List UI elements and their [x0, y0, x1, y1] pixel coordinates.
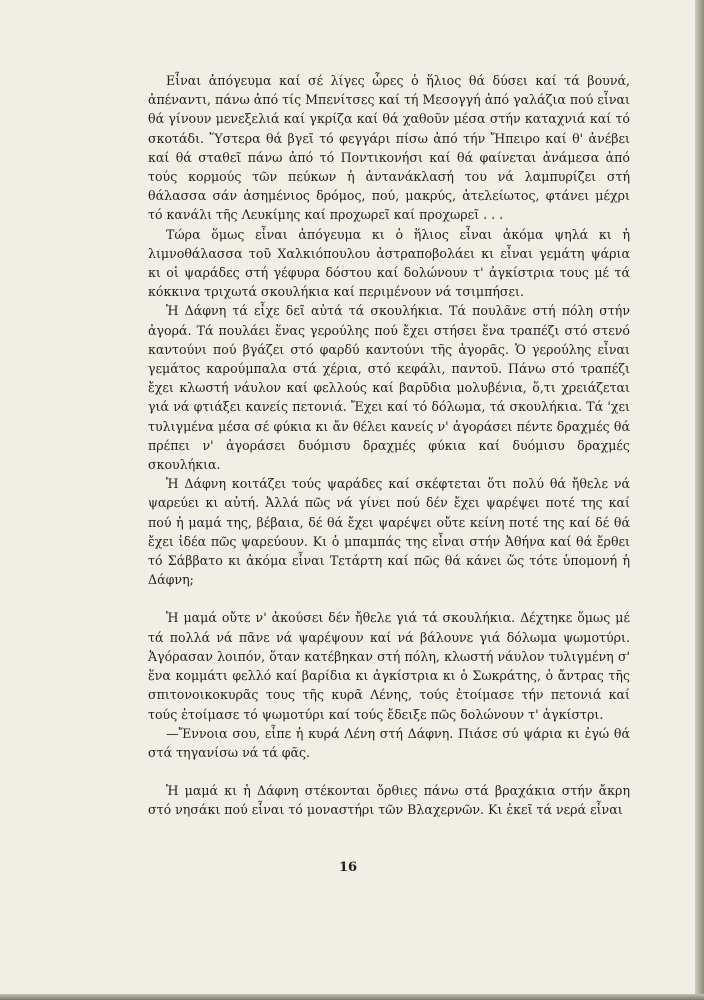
page-edge-right: [695, 0, 704, 1000]
paragraph-4: Ἡ Δάφνη κοιτάζει τούς ψαράδες καί σκέφτεται ὅτι πολύ θά ἤθελε νά ψαρεύει κι αὐτή. Ἀλλά πῶς νά γίνει πού δέν ἔχει ψαρέψει ποτέ της καί πού ἡ μαμά της, βέβαια, δέ θά ἔχει ψαρέψει οὔτε κείνη ποτέ της καί δέ θά ἔχει ἰδέα πῶς ψαρεύουν. Κι ὁ μπαμπάς της εἶναι στήν Ἀθήνα καί θά ἔρθει τό Σάββατο κι ἀκόμα εἶναι Τετάρτη καί πῶς θά κάνει ὥς τότε ὑπομονή ἡ Δάφνη;: [148, 476, 630, 588]
body-text: [148, 71, 630, 820]
paragraph-7: Ἡ μαμά κι ἡ Δάφνη στέκονται ὄρθιες πάνω στά βραχάκια στήν ἄκρη στό νησάκι πού εἶναι τό μοναστήρι τῶν Βλαχερνῶν. Κι ἐκεῖ τά νερά εἶναι: [148, 783, 630, 818]
paragraph-6: —Ἔννοια σου, εἶπε ἡ κυρά Λένη στή Δάφνη. Πιάσε σύ ψάρια κι ἐγώ θά στά τηγανίσω νά τά φᾶς.: [148, 725, 630, 760]
paragraph-3: Ἡ Δάφνη τά εἶχε δεῖ αὐτά τά σκουλήκια. Τά πουλᾶνε στή πόλη στήν ἀγορά. Τά πουλάει ἕνας γερούλης πού ἔχει στήσει ἕνα τραπέζι στό στενό καντούνι πού βγάζει στό φαρδύ καντούνι τῆς ἀγορᾶς. Ὁ γερούλης εἶναι γεμάτος καρούμπαλα στά χέρια, στό κεφάλι, παντοῦ. Πάνω στό τραπέζι ἔχει κλωστή νάυλον καί φελλούς καί βαρῦδια μολυβένια, ὅ,τι χρειάζεται γιά νά φτιάξει κανείς πετονιά. Ἔχει καί τό δόλωμα, τά σκουλήκια. Τά 'χει τυλιγμένα μέσα σέ φύκια κι ἄν θέλει κανείς ν' ἀγοράσει πέντε δραχμές θά πρέπει ν' ἀγοράσει δυόμισυ δραχμές φύκια καί δυόμισυ δραχμές σκουλήκια.: [148, 303, 630, 473]
paragraph-1: Εἶναι ἀπόγευμα καί σέ λίγες ὧρες ὁ ἥλιος θά δύσει καί τά βουνά, ἀπέναντι, πάνω ἀπό τίς Μπενίτσες καί τή Μεσογγή ἀπό γαλάζια πού εἶναι θά γίνουν μενεξελιά καί γκρίζα καί θά χαθοῦν μέσα στήν καταχνιά καί τό σκοτάδι. Ὕστερα θά βγεῖ τό φεγγάρι πίσω ἀπό τήν Ἤπειρο καί θ' ἀνέβει καί θά σταθεῖ πάνω ἀπό τό Ποντικονήσι καί θά φαίνεται ἀνάμεσα ἀπό τούς κορμούς τῶν πεύκων ἡ ἀντανάκλασή του νά λαμπυρίζει στή θάλασσα σάν ἀσημένιος δρόμος, πού, μακρύς, ἀτελείωτος, φτάνει μέχρι τό κανάλι τῆς Λευκίμης καί προχωρεῖ καί προχωρεῖ . . .: [148, 73, 630, 223]
paragraph-2: Τώρα ὅμως εἶναι ἀπόγευμα κι ὁ ἥλιος εἶναι ἀκόμα ψηλά κι ἡ λιμνοθάλασσα τοῦ Χαλκιόπουλου ἀστραποβολάει κι εἶναι γεμάτη ψάρια κι οἱ ψαράδες στή γέφυρα δόστου καί δολώνουν τ' ἀγκίστρια τους μέ τά κόκκινα τριχωτά σκουλήκια καί περιμένουν νά τσιμπήσει.: [148, 226, 630, 300]
page-edge-bottom: [0, 994, 704, 1000]
paragraph-5: Ἡ μαμά οὔτε ν' ἀκούσει δέν ἤθελε γιά τά σκουλήκια. Δέχτηκε ὅμως μέ τά πολλά νά πᾶνε νά ψαρέψουν καί νά βάλουνε γιά δόλωμα ψωμοτύρι. Ἀγόρασαν λοιπόν, ὅταν κατέβηκαν στή πόλη, κλωστή νάυλον τυλιγμένη σ' ἕνα κομμάτι φελλό καί βαρίδια κι ἀγκίστρια κι ὁ Σωκράτης, ὁ ἄντρας τῆς σπιτονοικοκυρᾶς τους τῆς κυρᾶ Λένης, τούς ἑτοίμασε τήν πετονιά καί τούς ἑτοίμασε τό ψωμοτύρι καί τούς ἔδειξε πῶς δολώνουν τ' ἀγκίστρι.: [148, 610, 630, 722]
page-number: 16: [338, 860, 358, 875]
